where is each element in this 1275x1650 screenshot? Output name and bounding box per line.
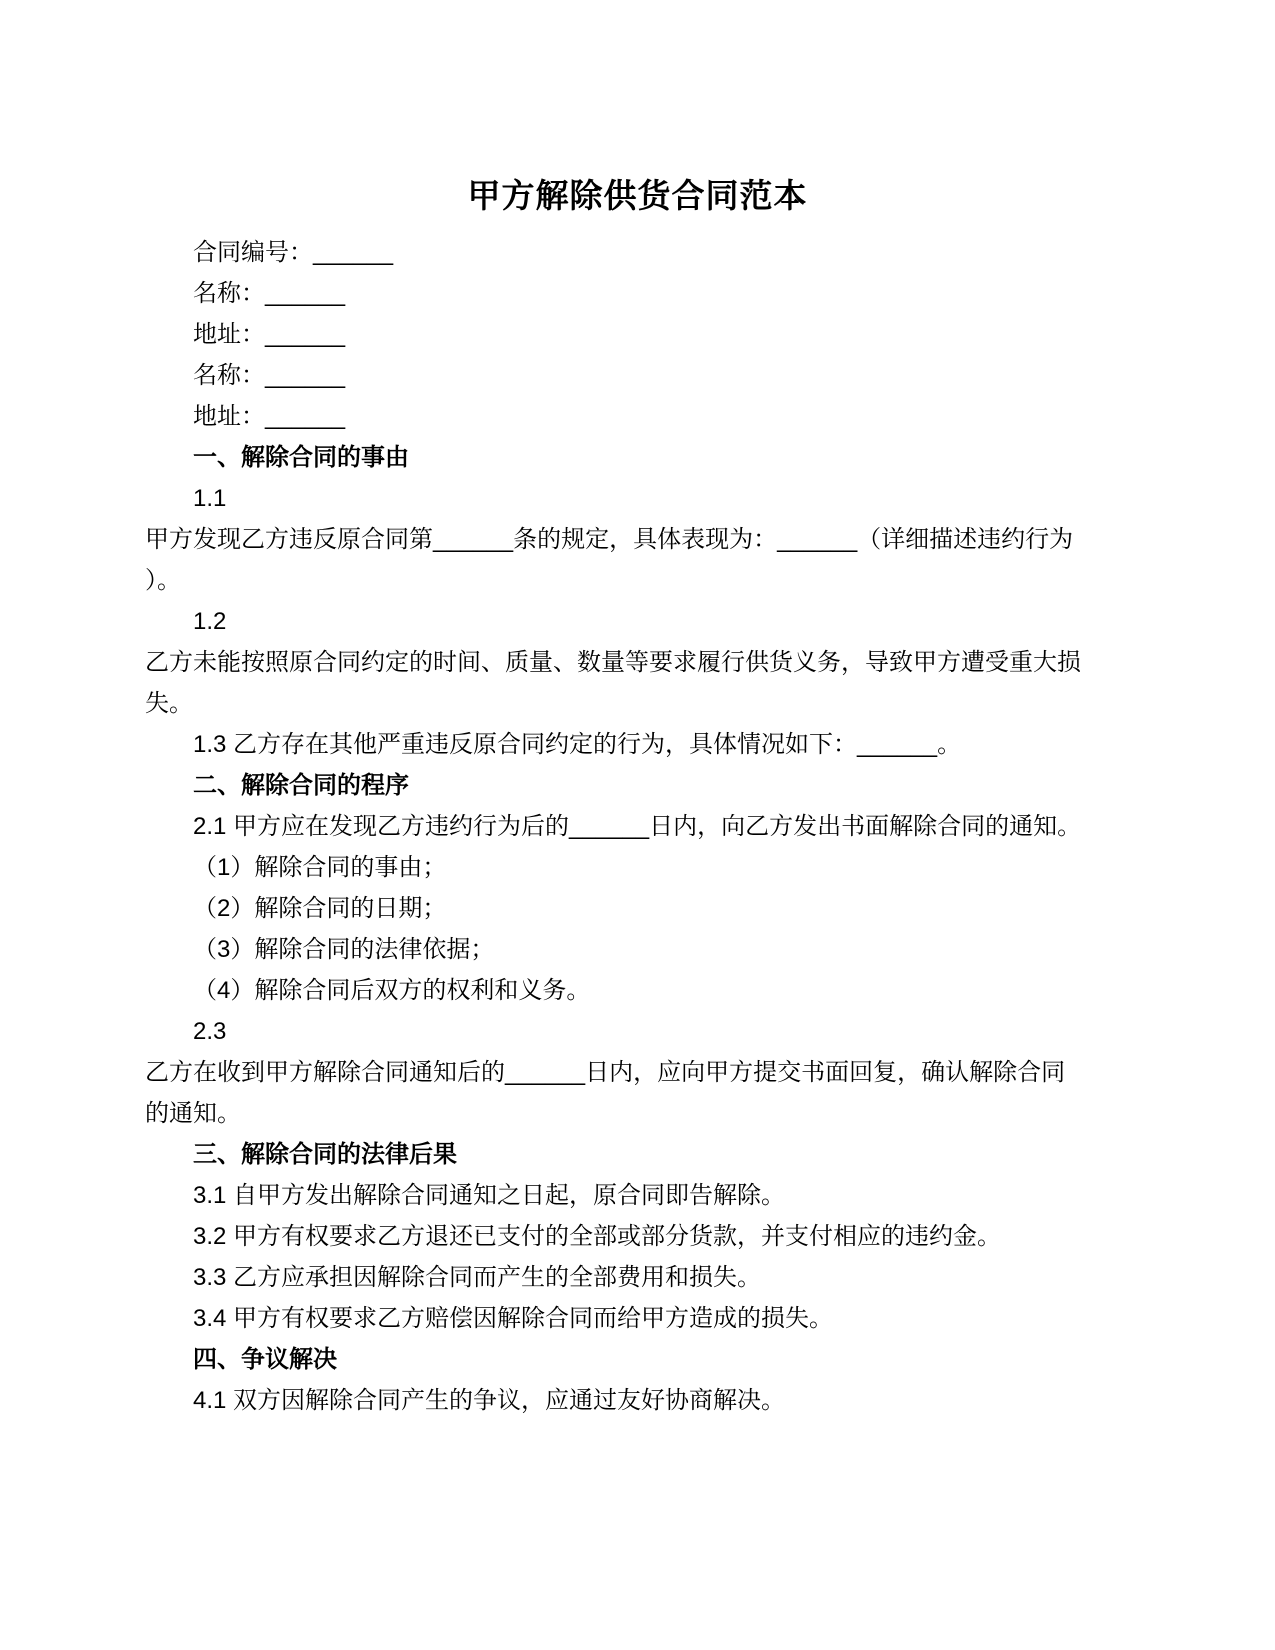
notice-item-2: （2）解除合同的日期； xyxy=(193,895,447,922)
clause-3-1: 3.1 自甲方发出解除合同通知之日起，原合同即告解除。 xyxy=(193,1182,786,1209)
section-2-heading: 二、解除合同的程序 xyxy=(193,772,409,799)
clause-1-2-text: 乙方未能按照原合同约定的时间、质量、数量等要求履行供货义务，导致甲方遭受重大损 xyxy=(145,649,1081,676)
party-b-address-field: 地址：______ xyxy=(193,403,346,430)
clause-1-3: 1.3 乙方存在其他严重违反原合同约定的行为，具体情况如下：______。 xyxy=(193,731,962,758)
clause-2-3-text-continued: 的通知。 xyxy=(145,1100,241,1127)
document-title: 甲方解除供货合同范本 xyxy=(467,177,808,214)
contract-number-field: 合同编号：______ xyxy=(193,239,394,266)
clause-1-1-text-continued: ）。 xyxy=(145,567,181,594)
document-body xyxy=(145,232,1130,1421)
clause-3-3: 3.3 乙方应承担因解除合同而产生的全部费用和损失。 xyxy=(193,1264,762,1291)
clause-2-1: 2.1 甲方应在发现乙方违约行为后的______日内，向乙方发出书面解除合同的通知。 xyxy=(193,813,1082,840)
party-b-name-field: 名称：______ xyxy=(193,362,346,389)
section-3-heading: 三、解除合同的法律后果 xyxy=(193,1141,457,1168)
party-a-name-field: 名称：______ xyxy=(193,280,346,307)
party-a-address-field: 地址：______ xyxy=(193,321,346,348)
clause-2-3-number: 2.3 xyxy=(193,1018,227,1045)
clause-2-3-text: 乙方在收到甲方解除合同通知后的______日内，应向甲方提交书面回复，确认解除合同 xyxy=(145,1059,1066,1086)
section-1-heading: 一、解除合同的事由 xyxy=(193,444,409,471)
clause-3-2: 3.2 甲方有权要求乙方退还已支付的全部或部分货款，并支付相应的违约金。 xyxy=(193,1223,1002,1250)
clause-1-1-text: 甲方发现乙方违反原合同第______条的规定，具体表现为：______（详细描述违约行为 xyxy=(145,526,1074,553)
clause-1-1-number: 1.1 xyxy=(193,485,227,512)
clause-1-2-text-continued: 失。 xyxy=(145,690,193,717)
clause-1-2-number: 1.2 xyxy=(193,608,227,635)
notice-item-3: （3）解除合同的法律依据； xyxy=(193,936,495,963)
clause-3-4: 3.4 甲方有权要求乙方赔偿因解除合同而给甲方造成的损失。 xyxy=(193,1305,834,1332)
notice-item-1: （1）解除合同的事由； xyxy=(193,854,447,881)
section-4-heading: 四、争议解决 xyxy=(193,1346,337,1373)
clause-4-1: 4.1 双方因解除合同产生的争议，应通过友好协商解决。 xyxy=(193,1387,786,1414)
notice-item-4: （4）解除合同后双方的权利和义务。 xyxy=(193,977,591,1004)
